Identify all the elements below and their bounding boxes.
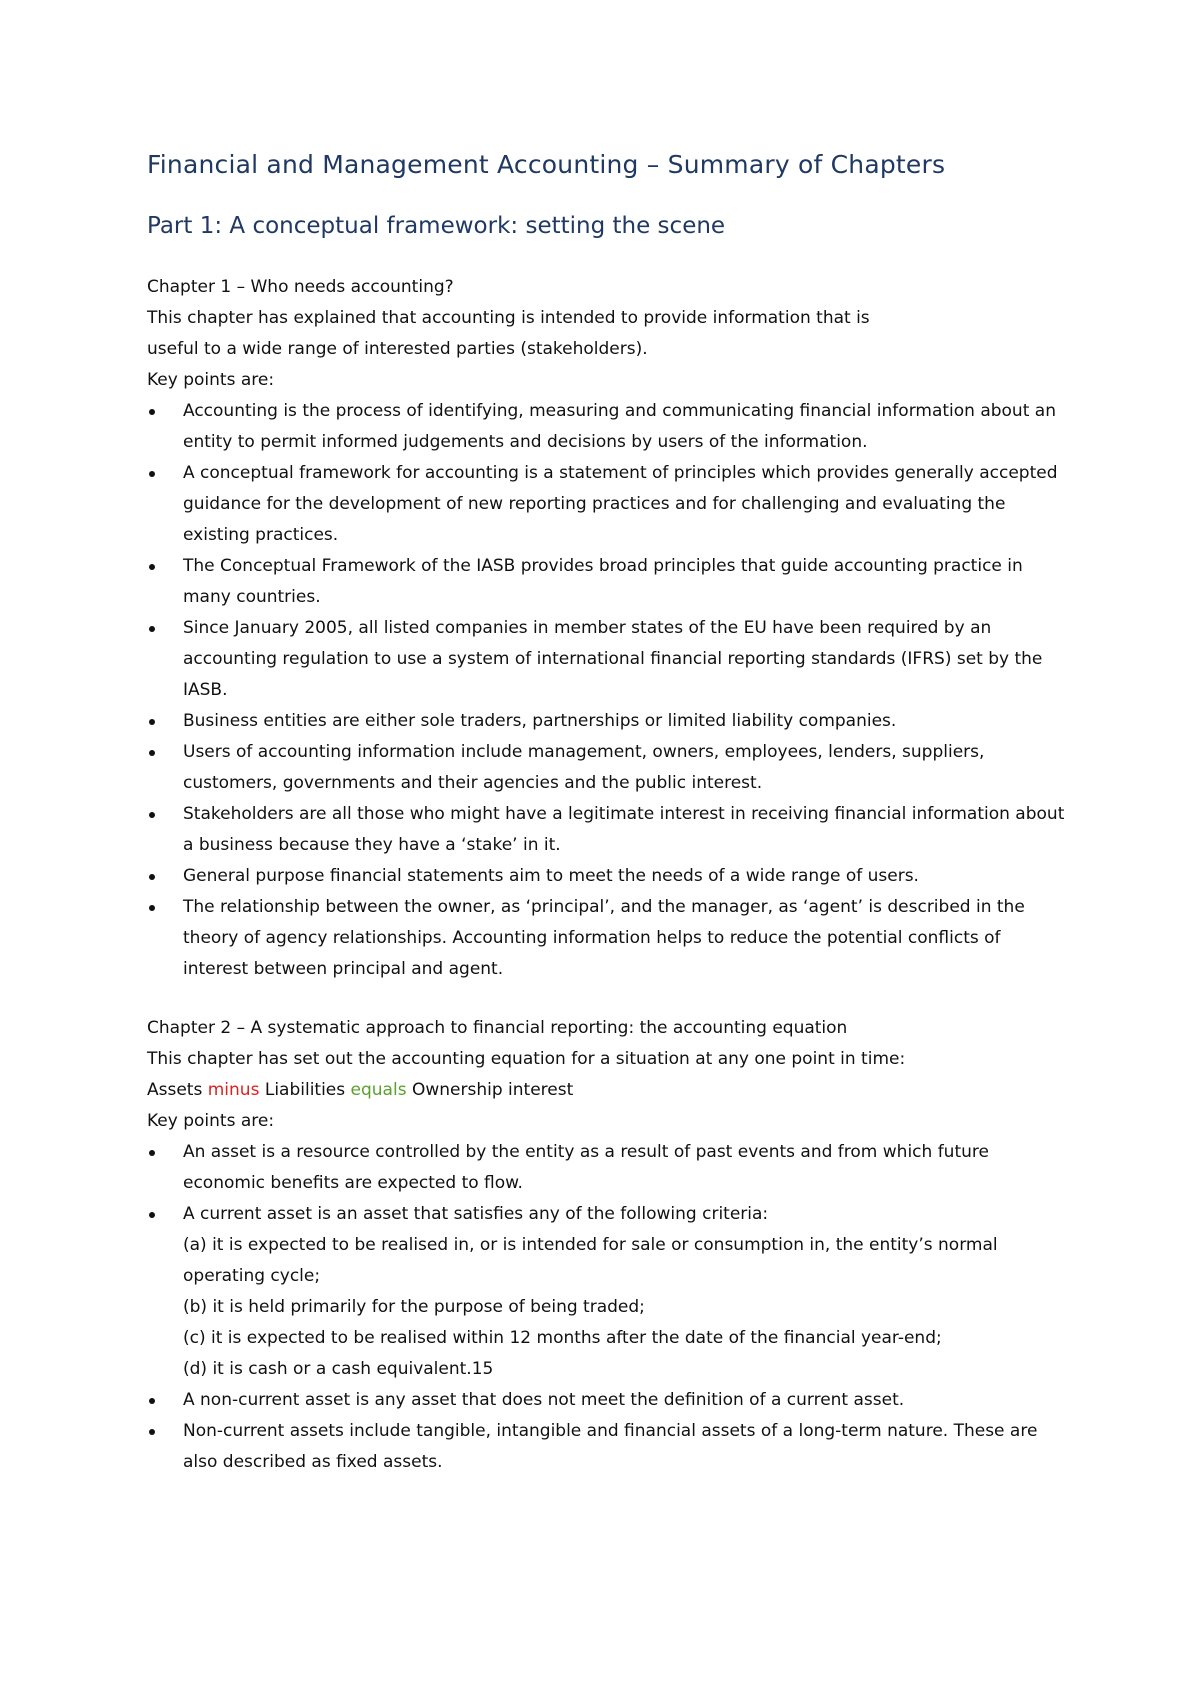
bullet-icon bbox=[149, 812, 155, 818]
bullet-icon bbox=[149, 1429, 155, 1435]
criterion-b: (b) it is held primarily for the purpose of being traded; bbox=[183, 1297, 645, 1317]
chapter-1-intro-line-2: useful to a wide range of interested parties (stakeholders). bbox=[147, 339, 648, 359]
list-item bbox=[147, 737, 1067, 799]
bullet-icon bbox=[149, 626, 155, 632]
bullet-icon bbox=[149, 719, 155, 725]
bullet-icon bbox=[149, 409, 155, 415]
list-item-text: A non-current asset is any asset that does not meet the definition of a current asset. bbox=[183, 1390, 905, 1410]
criterion-a: (a) it is expected to be realised in, or is intended for sale or consumption in, the entity’s normal operating cycle; bbox=[183, 1235, 998, 1286]
list-item-text: Non-current assets include tangible, intangible and financial assets of a long-term nature. These are also described as fixed assets. bbox=[183, 1421, 1038, 1472]
list-item bbox=[147, 1199, 1067, 1385]
bullet-icon bbox=[149, 905, 155, 911]
list-item bbox=[147, 861, 1067, 892]
chapter-2-key-points-label: Key points are: bbox=[147, 1111, 275, 1131]
list-item bbox=[147, 892, 1067, 985]
bullet-icon bbox=[149, 874, 155, 880]
equation-ownership-interest: Ownership interest bbox=[411, 1080, 574, 1100]
chapter-2-heading: Chapter 2 – A systematic approach to financial reporting: the accounting equation bbox=[147, 1018, 848, 1038]
list-item bbox=[147, 551, 1067, 613]
list-item bbox=[147, 613, 1067, 706]
bullet-icon bbox=[149, 564, 155, 570]
list-item-text: Since January 2005, all listed companies in member states of the EU have been required by an accounting regulation to use a system of international financial reporting standards (IFRS) set by the IASB. bbox=[183, 618, 1043, 700]
chapter-2-key-points-list bbox=[147, 1137, 1067, 1478]
accounting-equation bbox=[147, 1075, 1067, 1106]
bullet-icon bbox=[149, 1150, 155, 1156]
chapter-1-key-points-label: Key points are: bbox=[147, 370, 275, 390]
list-item-text: The Conceptual Framework of the IASB provides broad principles that guide accounting practice in many countries. bbox=[183, 556, 1023, 607]
list-item bbox=[147, 1385, 1067, 1416]
equation-liabilities: Liabilities bbox=[264, 1080, 346, 1100]
list-item-text: A current asset is an asset that satisfies any of the following criteria: bbox=[183, 1204, 769, 1224]
equation-assets: Assets bbox=[147, 1080, 203, 1100]
part-title: Part 1: A conceptual framework: setting the scene bbox=[147, 213, 726, 239]
criterion-d: (d) it is cash or a cash equivalent.15 bbox=[183, 1359, 494, 1379]
page-content bbox=[147, 148, 1067, 1478]
chapter-1-heading: Chapter 1 – Who needs accounting? bbox=[147, 277, 454, 297]
bullet-icon bbox=[149, 1398, 155, 1404]
chapter-1-intro-line-1: This chapter has explained that accounting is intended to provide information that is bbox=[147, 308, 870, 328]
list-item-text: General purpose financial statements aim to meet the needs of a wide range of users. bbox=[183, 866, 919, 886]
document-title: Financial and Management Accounting – Summary of Chapters bbox=[147, 150, 946, 179]
list-item-text: A conceptual framework for accounting is a statement of principles which provides generally accepted guidance for the development of new reporting practices and for challenging and evaluating the existing practices. bbox=[183, 463, 1058, 545]
list-item bbox=[147, 458, 1067, 551]
chapter-1-section bbox=[147, 272, 1067, 985]
equation-equals: equals bbox=[350, 1080, 407, 1100]
list-item-text: An asset is a resource controlled by the entity as a result of past events and from which future economic benefits are expected to flow. bbox=[183, 1142, 989, 1193]
bullet-icon bbox=[149, 1212, 155, 1218]
chapter-1-key-points-list bbox=[147, 396, 1067, 985]
list-item-text: The relationship between the owner, as ‘principal’, and the manager, as ‘agent’ is described in the theory of agency relationships. Accounting information helps to reduce the potential conflicts of interest between principal and agent. bbox=[183, 897, 1025, 979]
list-item bbox=[147, 1416, 1067, 1478]
list-item bbox=[147, 706, 1067, 737]
list-item-text: Business entities are either sole traders, partnerships or limited liability companies. bbox=[183, 711, 897, 731]
bullet-icon bbox=[149, 471, 155, 477]
list-item bbox=[147, 799, 1067, 861]
bullet-icon bbox=[149, 750, 155, 756]
chapter-2-section bbox=[147, 1013, 1067, 1478]
list-item-text: Users of accounting information include management, owners, employees, lenders, suppliers, customers, governments and their agencies and the public interest. bbox=[183, 742, 985, 793]
list-item-text: Stakeholders are all those who might have a legitimate interest in receiving financial information about a business because they have a ‘stake’ in it. bbox=[183, 804, 1065, 855]
equation-minus: minus bbox=[207, 1080, 260, 1100]
list-item bbox=[147, 396, 1067, 458]
list-item bbox=[147, 1137, 1067, 1199]
criterion-c: (c) it is expected to be realised within 12 months after the date of the financial year-end; bbox=[183, 1328, 942, 1348]
chapter-2-intro: This chapter has set out the accounting equation for a situation at any one point in time: bbox=[147, 1049, 906, 1069]
list-item-text: Accounting is the process of identifying, measuring and communicating financial information about an entity to permit informed judgements and decisions by users of the information. bbox=[183, 401, 1056, 452]
